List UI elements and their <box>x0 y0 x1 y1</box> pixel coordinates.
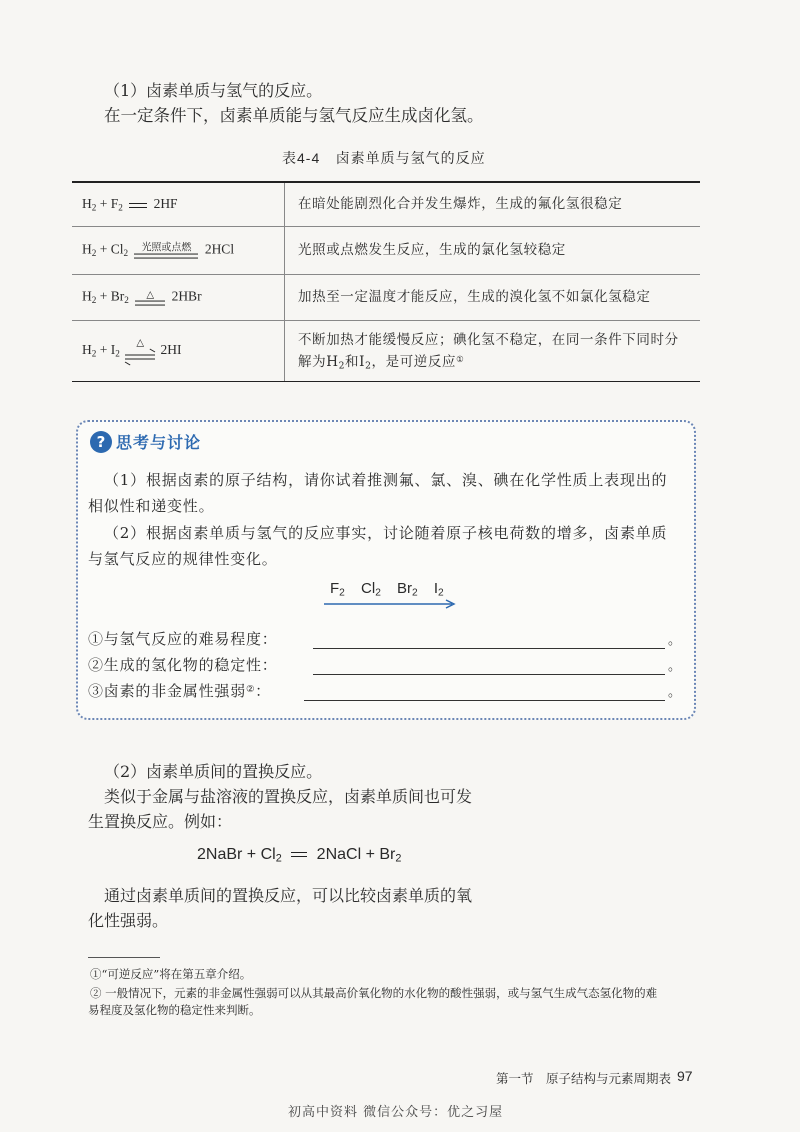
section1-intro: 在一定条件下，卤素单质能与氢气反应生成卤化氢。 <box>104 106 484 125</box>
desc-hbr: 加热至一定温度才能反应，生成的溴化氢不如氯化氢稳定 <box>298 289 651 306</box>
displacement-equation: 2NaBr + $Cl_2$ 2NaCl + $Br_2$ <box>197 846 402 865</box>
blank-2-label: ②生成的氢化物的稳定性： <box>88 656 278 674</box>
table-caption <box>282 148 486 168</box>
table-caption-title: 卤素单质与氢气的反应 <box>335 151 486 167</box>
page-number: 97 <box>677 1068 693 1084</box>
section2-para-line1: 类似于金属与盐溶液的置换反应，卤素单质间也可发 <box>104 787 473 806</box>
footnote-1: ①“可逆反应”将在第五章介绍。 <box>90 967 252 981</box>
equation-hbr: $H_2 + Br_2$ △ 2HBr <box>82 288 202 305</box>
section2-para-line2: 生置换反应。例如： <box>88 812 233 831</box>
conclusion-line2: 化性强弱。 <box>88 911 169 930</box>
heat-equals: △ <box>135 290 165 306</box>
halogen-series <box>330 580 444 597</box>
table-row <box>72 321 700 381</box>
section1-heading: （1）卤素单质与氢气的反应。 <box>104 81 323 100</box>
desc-hi: 不断加热才能缓慢反应；碘化氢不稳定，在同一条件下同时分 解为$H_2$和$I_2$，是可逆反应① <box>298 331 679 371</box>
conclusion-line1: 通过卤素单质间的置换反应，可以比较卤素单质的氧 <box>104 886 473 905</box>
table-row <box>72 227 700 275</box>
blank-3-line[interactable] <box>304 700 665 701</box>
footnote-ref-1: ① <box>456 353 465 364</box>
question-1-line1: （1）根据卤素的原子结构，请你试着推测氟、氯、溴、碘在化学性质上表现出的 <box>104 471 668 489</box>
blank-2-line[interactable] <box>313 674 665 675</box>
blank-1-period: 。 <box>668 633 682 648</box>
footnote-rule <box>88 957 160 958</box>
table-caption-number: 表4-4 <box>282 150 321 166</box>
desc-hf: 在暗处能剧烈化合并发生爆炸，生成的氟化氢很稳定 <box>298 196 623 213</box>
equals-sign <box>129 203 147 208</box>
footer-section-title: 第一节 原子结构与元素周期表 <box>496 1071 672 1086</box>
footnote-2-line1: ② 一般情况下，元素的非金属性强弱可以从其最高价氧化物的水化物的酸性强弱，或与氢气生成气态氢化物的难 <box>90 986 658 1000</box>
discussion-icon: ? <box>90 431 112 453</box>
equation-hi: $H_2 + I_2$ △ 2HI <box>82 337 182 364</box>
discussion-title: 思考与讨论 <box>116 433 202 452</box>
series-i2: $I_2$ <box>433 580 444 599</box>
table-row <box>72 275 700 321</box>
heat-reversible-arrow: △ <box>125 337 155 364</box>
blank-2-period: 。 <box>668 659 682 674</box>
question-2-line1: （2）根据卤素单质与氢气的反应事实，讨论随着原子核电荷数的增多，卤素单质 <box>104 524 668 542</box>
watermark-text: 初高中资料 微信公众号：优之习屋 <box>288 1105 504 1120</box>
series-f2: $F_2$ <box>330 580 345 599</box>
question-1-line2: 相似性和递变性。 <box>88 497 215 515</box>
equation-hf: $H_2 + F_2$ 2HF <box>82 196 178 213</box>
question-2-line2: 与氢气反应的规律性变化。 <box>88 550 278 568</box>
equation-hcl: $H_2 + Cl_2$ 光照或点燃 2HCl <box>82 241 235 258</box>
footnote-ref-2: ② <box>246 683 256 695</box>
series-cl2: $Cl_2$ <box>361 580 381 599</box>
table-bottom-rule <box>72 381 700 383</box>
blank-1-line[interactable] <box>313 648 665 649</box>
section2-heading: （2）卤素单质间的置换反应。 <box>104 762 323 781</box>
desc-hcl: 光照或点燃发生反应，生成的氯化氢较稳定 <box>298 242 566 259</box>
footnote-2-line2: 易程度及氢化物的稳定性来判断。 <box>88 1003 261 1017</box>
equals-sign <box>291 852 307 857</box>
blank-1-label: ①与氢气反应的难易程度： <box>88 630 278 648</box>
blank-3-label: ③卤素的非金属性强弱②： <box>88 682 271 700</box>
condition-equals: 光照或点燃 <box>134 243 198 259</box>
series-br2: $Br_2$ <box>397 580 418 599</box>
table-row <box>72 183 700 227</box>
reaction-table <box>72 181 700 382</box>
trend-arrow-icon <box>322 599 458 609</box>
blank-3-period: 。 <box>668 685 682 700</box>
